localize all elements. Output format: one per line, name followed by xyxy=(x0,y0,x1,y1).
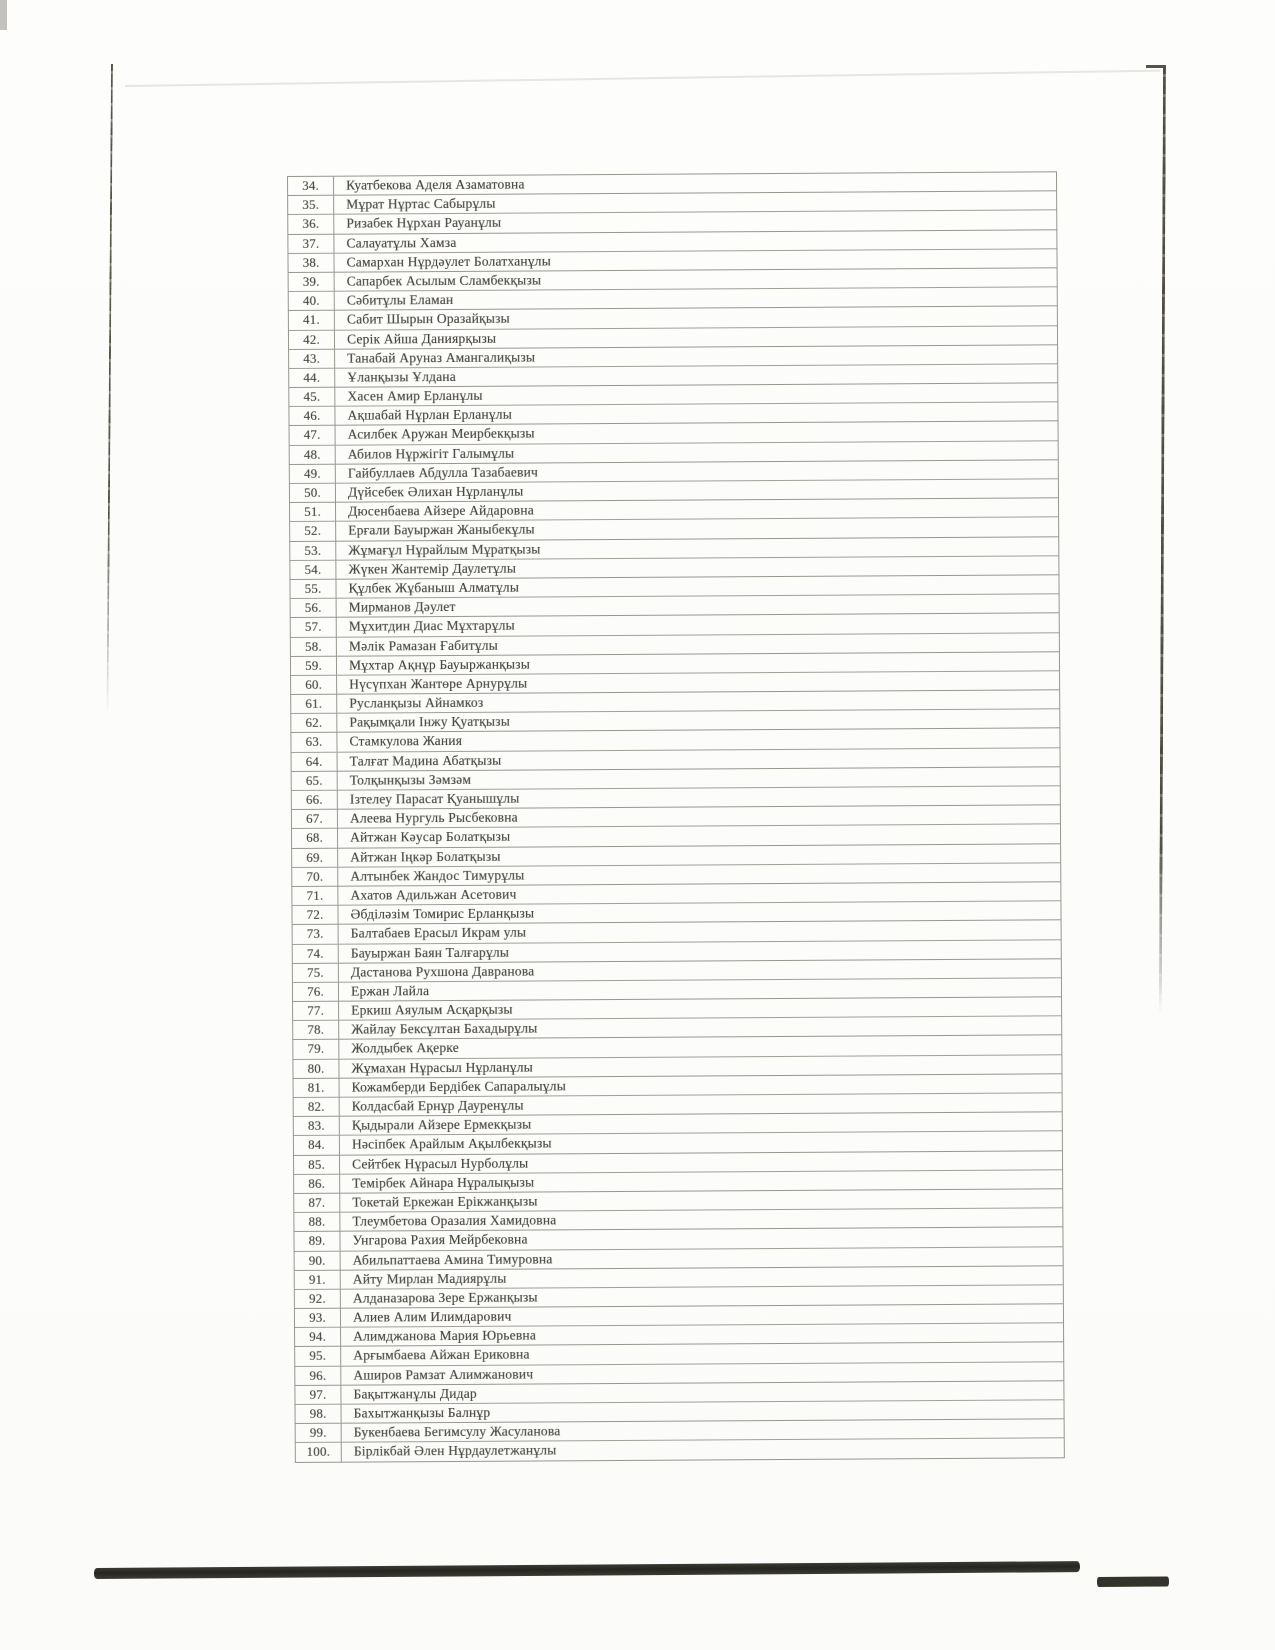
row-number: 67. xyxy=(292,810,338,828)
row-number: 86. xyxy=(294,1174,340,1192)
row-number: 51. xyxy=(290,503,336,521)
row-number: 73. xyxy=(293,925,339,943)
row-number: 76. xyxy=(293,983,339,1001)
row-name: Сапарбек Асылым Сламбекқызы xyxy=(346,272,542,289)
row-name: Мұхтар Ақнұр Бауыржанқызы xyxy=(348,656,530,673)
row-number: 65. xyxy=(292,772,338,790)
row-number: 88. xyxy=(294,1213,340,1231)
row-name: Алиев Алим Илимдарович xyxy=(352,1308,512,1325)
row-name: Жайлау Бексұлтан Бахадырұлы xyxy=(351,1020,538,1037)
scan-edge-right-hook xyxy=(1146,65,1166,68)
row-number: 93. xyxy=(295,1309,341,1327)
scan-paper-top-edge xyxy=(125,70,1160,87)
row-name: Айту Мирлан Мадиярұлы xyxy=(352,1270,507,1287)
scan-edge-left xyxy=(106,64,113,716)
row-number: 85. xyxy=(294,1155,340,1173)
row-number: 83. xyxy=(294,1117,340,1135)
row-name: Қыдырали Айзере Ермекқызы xyxy=(351,1116,532,1133)
row-name: Токетай Еркежан Ерікжанқызы xyxy=(352,1193,538,1210)
row-number: 100. xyxy=(296,1443,342,1461)
row-number: 48. xyxy=(290,445,336,463)
row-number: 80. xyxy=(293,1059,339,1077)
row-name: Гайбуллаев Абдулла Тазабаевич xyxy=(347,464,538,481)
row-number: 77. xyxy=(293,1002,339,1020)
row-number: 95. xyxy=(295,1347,341,1365)
row-number: 84. xyxy=(294,1136,340,1154)
row-number: 68. xyxy=(292,829,338,847)
row-number: 56. xyxy=(291,599,337,617)
row-number: 37. xyxy=(288,234,334,252)
row-name: Ізтелеу Парасат Қуанышұлы xyxy=(349,790,520,807)
row-number: 34. xyxy=(288,177,334,195)
row-name: Ерғали Бауыржан Жаныбекұлы xyxy=(348,521,535,539)
row-number: 53. xyxy=(290,541,336,559)
row-name: Арғымбаева Айжан Ериковна xyxy=(353,1346,530,1364)
row-name: Абильпаттаева Амина Тимуровна xyxy=(352,1250,553,1268)
row-name: Аширов Рамзат Алимжанович xyxy=(353,1366,534,1383)
row-number: 64. xyxy=(292,752,338,770)
row-number: 52. xyxy=(290,522,336,540)
row-name: Алимджанова Мария Юрьевна xyxy=(353,1327,537,1344)
row-name: Жолдыбек Ақерке xyxy=(351,1040,459,1057)
row-number: 98. xyxy=(296,1405,342,1423)
scan-corner-smudge xyxy=(0,0,7,30)
row-name: Бірлікбай Әлен Нұрдаулетжанұлы xyxy=(353,1442,557,1459)
row-name: Бақытжанұлы Дидар xyxy=(353,1385,477,1402)
row-number: 41. xyxy=(289,311,335,329)
row-name: Балтабаев Ерасыл Икрам улы xyxy=(350,924,527,941)
row-number: 81. xyxy=(294,1079,340,1097)
row-number: 89. xyxy=(294,1232,340,1250)
row-name: Нәсіпбек Арайлым Ақылбекқызы xyxy=(351,1135,552,1152)
list-table xyxy=(287,171,1065,1462)
row-name: Мұхитдин Диас Мұхтарұлы xyxy=(348,617,515,634)
row-number: 66. xyxy=(292,791,338,809)
row-number: 46. xyxy=(289,407,335,425)
row-name: Еркиш Аяулым Асқарқызы xyxy=(351,1001,513,1018)
row-name: Дюсенбаева Айзере Айдаровна xyxy=(348,502,534,519)
row-name: Дүйсебек Әлихан Нұрланұлы xyxy=(347,483,524,500)
row-number: 58. xyxy=(291,637,337,655)
row-name: Сәбитұлы Еламан xyxy=(346,292,454,308)
row-name: Ризабек Нұрхан Рауанұлы xyxy=(346,215,502,232)
row-name: Самархан Нұрдәулет Болатханұлы xyxy=(346,253,551,270)
row-name: Толқынқызы Зәмзәм xyxy=(349,771,472,788)
row-number: 90. xyxy=(295,1251,341,1269)
row-number: 54. xyxy=(290,560,336,578)
row-name: Айтжан Кәусар Болатқызы xyxy=(349,829,511,846)
row-name: Серік Айша Даниярқызы xyxy=(346,330,497,347)
row-number: 40. xyxy=(289,292,335,310)
row-name: Танабай Аруназ Амангалиқызы xyxy=(347,349,536,366)
row-number: 97. xyxy=(295,1386,341,1404)
row-name: Мирманов Дәулет xyxy=(348,599,456,615)
row-number: 82. xyxy=(294,1098,340,1116)
row-name: Алданазарова Зере Ержанқызы xyxy=(352,1289,538,1306)
row-name: Хасен Амир Ерланұлы xyxy=(347,387,483,404)
row-name: Абилов Нұржігіт Галымұлы xyxy=(347,445,515,462)
row-name: Тлеумбетова Оразалия Хамидовна xyxy=(352,1212,557,1229)
row-number: 49. xyxy=(290,465,336,483)
row-name: Әбділәзім Томирис Ерланқызы xyxy=(350,905,535,922)
row-name: Ұланқызы Ұлдана xyxy=(347,368,456,385)
row-name: Мұрат Нұртас Сабырұлы xyxy=(346,195,496,212)
row-number: 94. xyxy=(295,1328,341,1346)
row-name: Жұмахан Нұрасыл Нұрланұлы xyxy=(351,1059,533,1076)
row-number: 96. xyxy=(295,1366,341,1384)
row-number: 38. xyxy=(288,253,334,271)
row-number: 92. xyxy=(295,1290,341,1308)
row-number: 44. xyxy=(289,369,335,387)
row-name: Дастанова Рухшона Давранова xyxy=(350,963,535,980)
row-name: Ержан Лайла xyxy=(350,983,430,999)
row-name: Ақшабай Нұрлан Ерланұлы xyxy=(347,406,512,423)
row-number: 57. xyxy=(291,618,337,636)
row-name: Жұмағұл Нұрайлым Мұратқызы xyxy=(348,541,541,558)
row-name: Колдасбай Ернұр Дауренұлы xyxy=(351,1097,524,1114)
row-number: 59. xyxy=(291,656,337,674)
row-number: 79. xyxy=(293,1040,339,1058)
row-number: 50. xyxy=(290,484,336,502)
row-number: 78. xyxy=(293,1021,339,1039)
row-name: Алеева Нургуль Рысбековна xyxy=(349,809,518,826)
row-name: Жүкен Жантемір Даулетұлы xyxy=(348,560,517,577)
row-name: Мәлік Рамазан Ғабитұлы xyxy=(348,637,498,654)
scan-bottom-shadow-right xyxy=(1097,1576,1169,1587)
row-name: Ахатов Адильжан Асетович xyxy=(350,886,517,903)
row-name: Русланқызы Айнамкоз xyxy=(349,694,484,711)
row-name: Стамкулова Жания xyxy=(349,733,463,750)
row-name: Бауыржан Баян Талғарұлы xyxy=(350,944,510,961)
row-name: Айтжан Іңкәр Болатқызы xyxy=(350,848,501,865)
row-number: 47. xyxy=(290,426,336,444)
row-name: Асилбек Аружан Меирбекқызы xyxy=(347,425,535,443)
row-name: Кожамберди Бердібек Сапаралыұлы xyxy=(351,1078,566,1095)
row-number: 45. xyxy=(289,388,335,406)
row-name: Унгарова Рахия Мейрбековна xyxy=(352,1231,528,1248)
row-name: Талғат Мадина Абатқызы xyxy=(349,752,502,769)
row-number: 74. xyxy=(293,944,339,962)
table-row xyxy=(296,1439,1064,1463)
row-number: 69. xyxy=(292,848,338,866)
row-name: Сейтбек Нұрасыл Нурболұлы xyxy=(351,1155,529,1172)
row-number: 91. xyxy=(295,1270,341,1288)
row-number: 61. xyxy=(291,695,337,713)
row-number: 63. xyxy=(291,733,337,751)
row-number: 43. xyxy=(289,349,335,367)
row-number: 71. xyxy=(292,887,338,905)
row-number: 36. xyxy=(288,215,334,233)
row-name: Құлбек Жұбаныш Алматұлы xyxy=(348,579,520,596)
row-number: 75. xyxy=(293,963,339,981)
row-number: 62. xyxy=(291,714,337,732)
scan-edge-right xyxy=(1159,65,1166,1013)
row-name: Рақымқали Інжу Қуатқызы xyxy=(349,713,510,730)
row-number: 55. xyxy=(290,580,336,598)
row-name: Салауатұлы Хамза xyxy=(346,234,457,251)
row-number: 72. xyxy=(292,906,338,924)
row-number: 70. xyxy=(292,867,338,885)
row-number: 99. xyxy=(296,1424,342,1442)
row-number: 60. xyxy=(291,676,337,694)
row-number: 42. xyxy=(289,330,335,348)
row-number: 39. xyxy=(289,273,335,291)
scan-bottom-shadow xyxy=(94,1561,1080,1579)
row-name: Куатбекова Аделя Азаматовна xyxy=(346,176,525,193)
row-number: 87. xyxy=(294,1194,340,1212)
row-name: Букенбаева Бегимсулу Жасуланова xyxy=(353,1423,561,1440)
row-name: Бахытжанқызы Балнұр xyxy=(353,1404,491,1421)
row-number: 35. xyxy=(288,196,334,214)
row-name: Алтынбек Жандос Тимурұлы xyxy=(350,867,525,884)
row-name: Сабит Шырын Оразайқызы xyxy=(346,310,510,327)
row-name: Нүсүпхан Жантөре Арнурұлы xyxy=(349,675,528,692)
row-name: Темірбек Айнара Нұралықызы xyxy=(352,1174,535,1191)
